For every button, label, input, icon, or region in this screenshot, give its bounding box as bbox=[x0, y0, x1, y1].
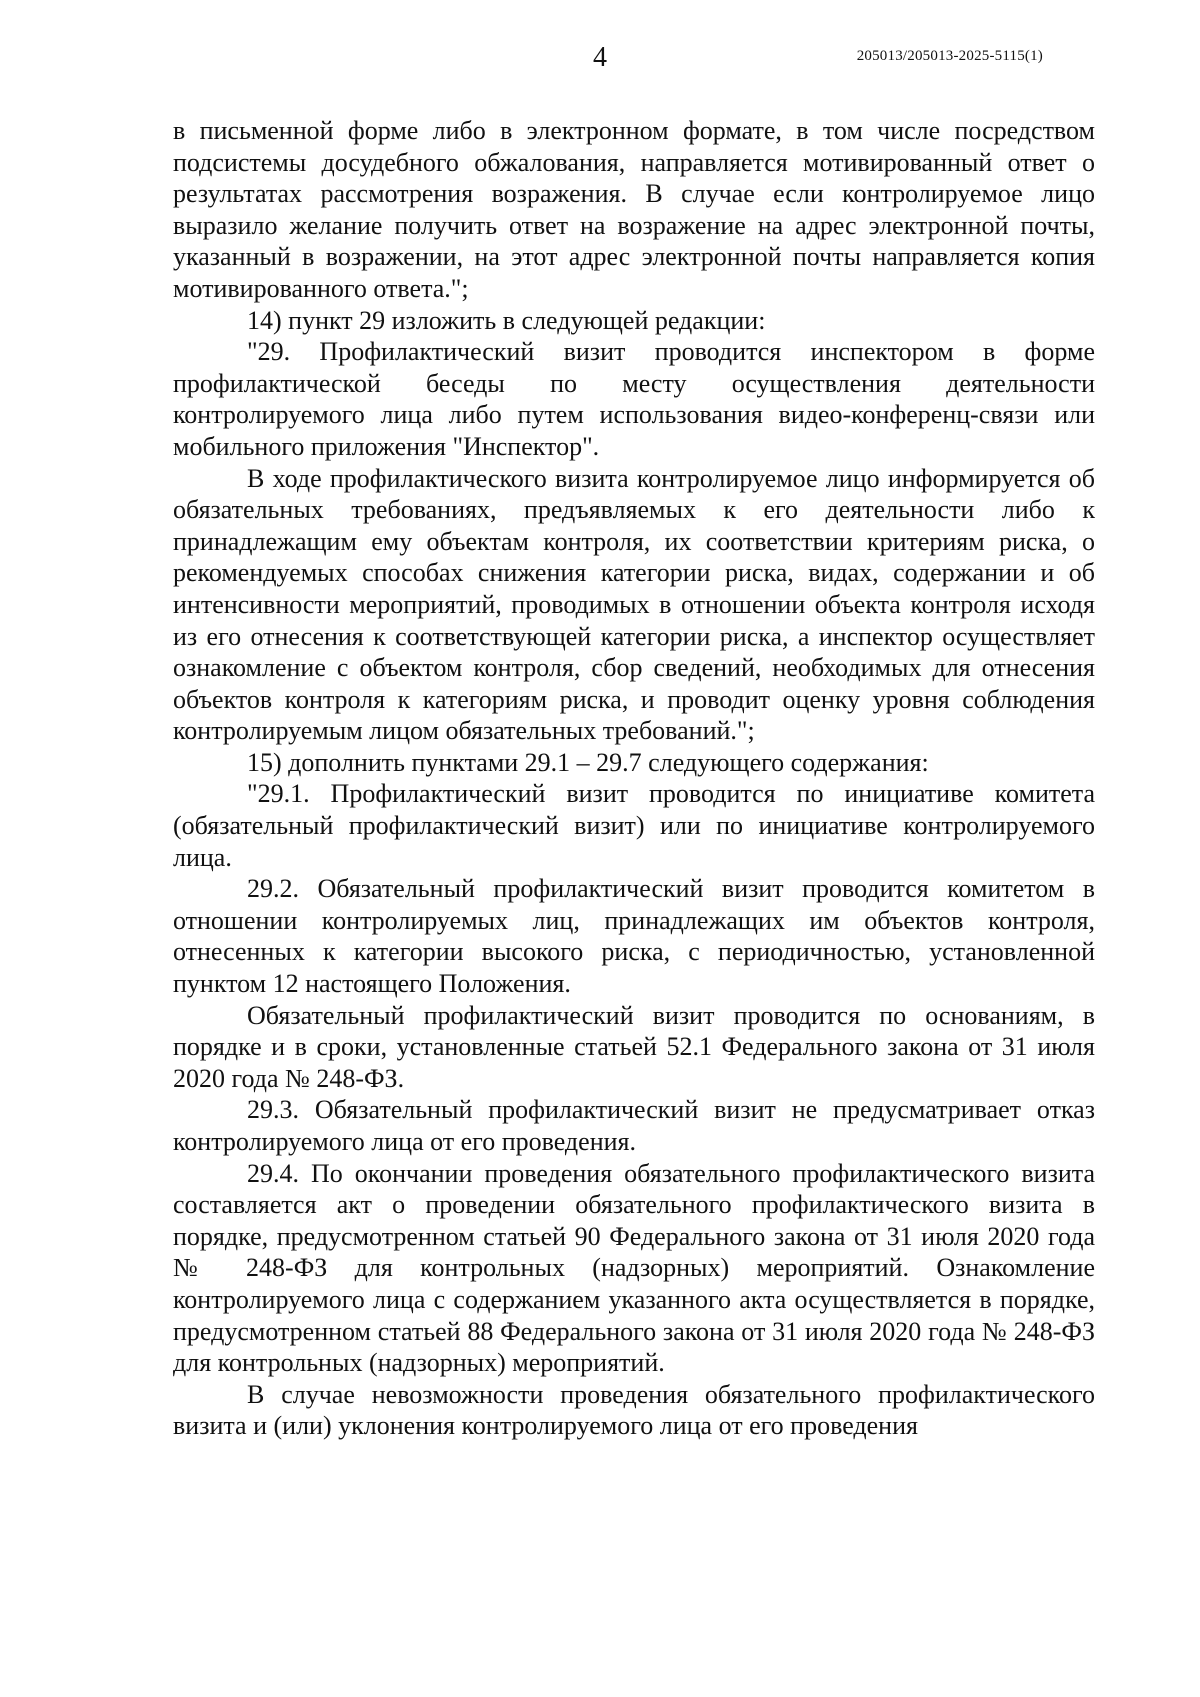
paragraph-point-29-4: 29.4. По окончании проведения обязательного профилактического визита составляется акт о проведении обязательного профилактического визита в порядке, предусмотренном статьей 90 Федерального закона от 31 июля 2020 года № 248-ФЗ для контрольных (надзорных) мероприятий. Ознакомление контролируемого лица с содержанием указанного акта осуществляется в порядке, предусмотренном статьей 88 Федерального закона от 31 июля 2020 года № 248-ФЗ для контрольных (надзорных) мероприятий. bbox=[173, 1158, 1095, 1378]
page-number: 4 bbox=[593, 42, 607, 73]
document-body bbox=[173, 115, 1095, 1442]
paragraph-point-29: "29. Профилактический визит проводится инспектором в форме профилактической беседы по месту осуществления деятельности контролируемого лица либо путем использования видео-конференц-связи или мобильного приложения "Инспектор". bbox=[173, 337, 1095, 461]
paragraph-visit-content: В ходе профилактического визита контролируемое лицо информируется об обязательных требованиях, предъявляемых к его деятельности либо к принадлежащим ему объектам контроля, их соответствии критериям риска, о рекомендуемых способах снижения категории риска, видах, содержании и об интенсивности мероприятий, проводимых в отношении объекта контроля исходя из его отнесения к соответствующей категории риска, а инспектор осуществляет ознакомление с объектом контроля, сбор сведений, необходимых для отнесения объектов контроля к категориям риска, и проводит оценку уровня соблюдения контролируемым лицом обязательных требований."; bbox=[173, 463, 1095, 746]
paragraph-point-29-2: 29.2. Обязательный профилактический визит проводится комитетом в отношении контролируемых лиц, принадлежащих им объектов контроля, отнесенных к категории высокого риска, с периодичностью, установленной пунктом 12 настоящего Положения. bbox=[173, 874, 1095, 999]
paragraph-item-15: 15) дополнить пунктами 29.1 – 29.7 следующего содержания: bbox=[247, 747, 929, 777]
document-id: 205013/205013-2025-5115(1) bbox=[856, 48, 1043, 64]
paragraph-objection-response: в письменной форме либо в электронном формате, в том числе посредством подсистемы досудебного обжалования, направляется мотивированный ответ о результатах рассмотрения возражения. В случае если контролируемое лицо выразило желание получить ответ на возражение на адрес электронной почты, указанный в возражении, на этот адрес электронной почты направляется копия мотивированного ответа."; bbox=[173, 116, 1095, 303]
paragraph-item-14: 14) пункт 29 изложить в следующей редакции: bbox=[247, 305, 766, 335]
paragraph-grounds: Обязательный профилактический визит проводится по основаниям, в порядке и в сроки, установленные статьей 52.1 Федерального закона от 31 июля 2020 года № 248-ФЗ. bbox=[173, 1000, 1095, 1093]
paragraph-point-29-1: "29.1. Профилактический визит проводится по инициативе комитета (обязательный профилактический визит) или по инициативе контролируемого лица. bbox=[173, 779, 1095, 872]
paragraph-point-29-3: 29.3. Обязательный профилактический визит не предусматривает отказ контролируемого лица от его проведения. bbox=[173, 1095, 1095, 1156]
paragraph-impossibility: В случае невозможности проведения обязательного профилактического визита и (или) уклонения контролируемого лица от его проведения bbox=[173, 1379, 1095, 1441]
